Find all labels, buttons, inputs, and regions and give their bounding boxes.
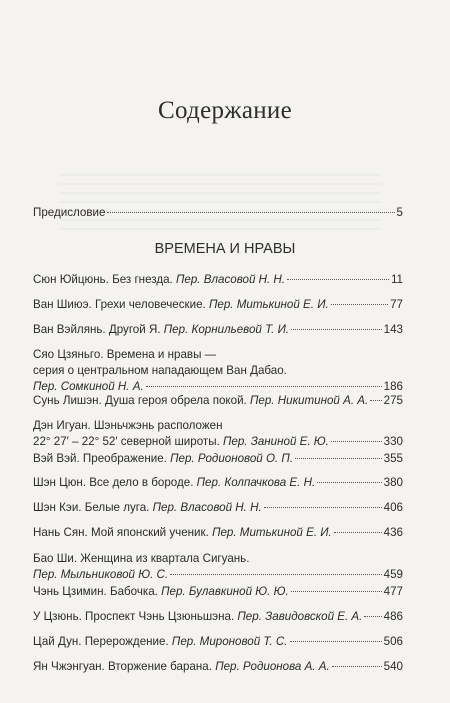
dot-leader [291,329,382,330]
page-number: 540 [383,660,403,673]
dot-leader [287,279,389,280]
toc-entry [33,322,403,338]
page-number: 5 [396,206,403,219]
dot-leader [291,591,382,592]
page-title: Содержание [158,97,292,124]
toc-entry [33,347,403,395]
page-number: 380 [383,476,403,489]
page-number: 143 [383,323,403,336]
dot-leader [331,304,388,305]
translator: Пер. Никитиной А. А. [250,394,369,407]
translator: Пер. Заниной Е. Ю. [223,435,329,448]
entry-title: Шэн Кэи. Белые луга. [33,501,150,514]
page-number: 355 [383,452,403,465]
section-heading: ВРЕМЕНА И НРАВЫ [154,241,296,257]
toc-entry-preface [33,205,403,221]
dot-leader [146,386,382,387]
translator: Пер. Власовой Н. Н. [152,501,262,514]
translator: Пер. Завидовской Е. А. [237,610,363,623]
toc-entry [33,475,403,491]
page-number: 406 [383,501,403,514]
toc-entry [33,551,403,583]
toc-entry [33,525,403,541]
page-number: 330 [383,435,403,448]
entry-title: Сяо Цзяньго. Времена и нравы — [33,348,217,361]
translator: Пер. Булавкиной Ю. Ю. [161,585,289,598]
dot-leader [331,441,382,442]
translator: Пер. Корнильевой Т. И. [163,323,290,336]
entry-title: Нань Сян. Мой японский ученик. [33,526,209,539]
entry-title: Бао Ши. Женщина из квартала Сигуань. [33,552,250,565]
entry-title: Сюн Юйцюнь. Без гнезда. [33,273,173,286]
page-number: 486 [383,610,403,623]
translator: Пер. Сомкиной Н. А. [33,380,144,393]
toc-entry [33,659,403,675]
page-number: 436 [383,526,403,539]
entry-title: Чэнь Цзимин. Бабочка. [33,585,158,598]
page-number: 186 [383,380,403,393]
translator: Пер. Родионова А. А. [215,660,330,673]
page-number: 77 [390,298,403,311]
entry-title: Шэн Цюн. Все дело в бороде. [33,476,194,489]
page-number: 275 [383,394,403,407]
translator: Пер. Родионовой О. П. [170,452,294,465]
toc-entry [33,451,403,467]
page-number: 459 [383,568,403,581]
toc-entry [33,272,403,288]
dot-leader [334,532,382,533]
translator: Пер. Колпачкова Е. Н. [196,476,316,489]
entry-title: Ян Чжэнгуан. Вторжение барана. [33,660,212,673]
dot-leader [264,507,382,508]
toc-entry [33,500,403,516]
toc-entry [33,297,403,313]
dot-leader [290,641,382,642]
toc-entry [33,609,403,625]
dot-leader [170,574,382,575]
dot-leader [364,616,381,617]
dot-leader [370,400,381,401]
translator: Пер. Власовой Н. Н. [176,273,286,286]
entry-title: Ван Шиюэ. Грехи человеческие. [33,298,206,311]
toc-entry [33,393,403,409]
toc-entry [33,418,403,450]
entry-title-continued: серия о центральном нападающем Ван Дабао. [33,364,287,377]
dot-leader [332,666,382,667]
entry-title: Вэй Вэй. Преображение. [33,452,167,465]
entry-title: Цай Дун. Перерождение. [33,635,169,648]
preface-label: Предисловие [33,206,106,219]
translator: Пер. Мироновой Т. С. [171,635,288,648]
translator: Пер. Митькиной Е. И. [212,526,332,539]
page-number: 477 [383,585,403,598]
translator: Пер. Мыльниковой Ю. С. [33,568,169,581]
dot-leader [107,212,394,213]
page-number: 11 [390,273,403,286]
toc-entry [33,634,403,650]
show-through-text [60,170,380,230]
entry-title: Дэн Игуан. Шэньчжэнь расположен [33,419,223,432]
page-number: 506 [383,635,403,648]
dot-leader [317,482,381,483]
entry-title: Сунь Лишэн. Душа героя обрела покой. [33,394,247,407]
toc-entry [33,584,403,600]
entry-title: Ван Вэйлянь. Другой Я. [33,323,161,336]
translator: Пер. Митькиной Е. И. [209,298,329,311]
entry-title-continued: 22° 27′ – 22° 52′ северной широты. [33,435,220,448]
entry-title: У Цзюнь. Проспект Чэнь Цзюньшэна. [33,610,235,623]
dot-leader [295,458,382,459]
